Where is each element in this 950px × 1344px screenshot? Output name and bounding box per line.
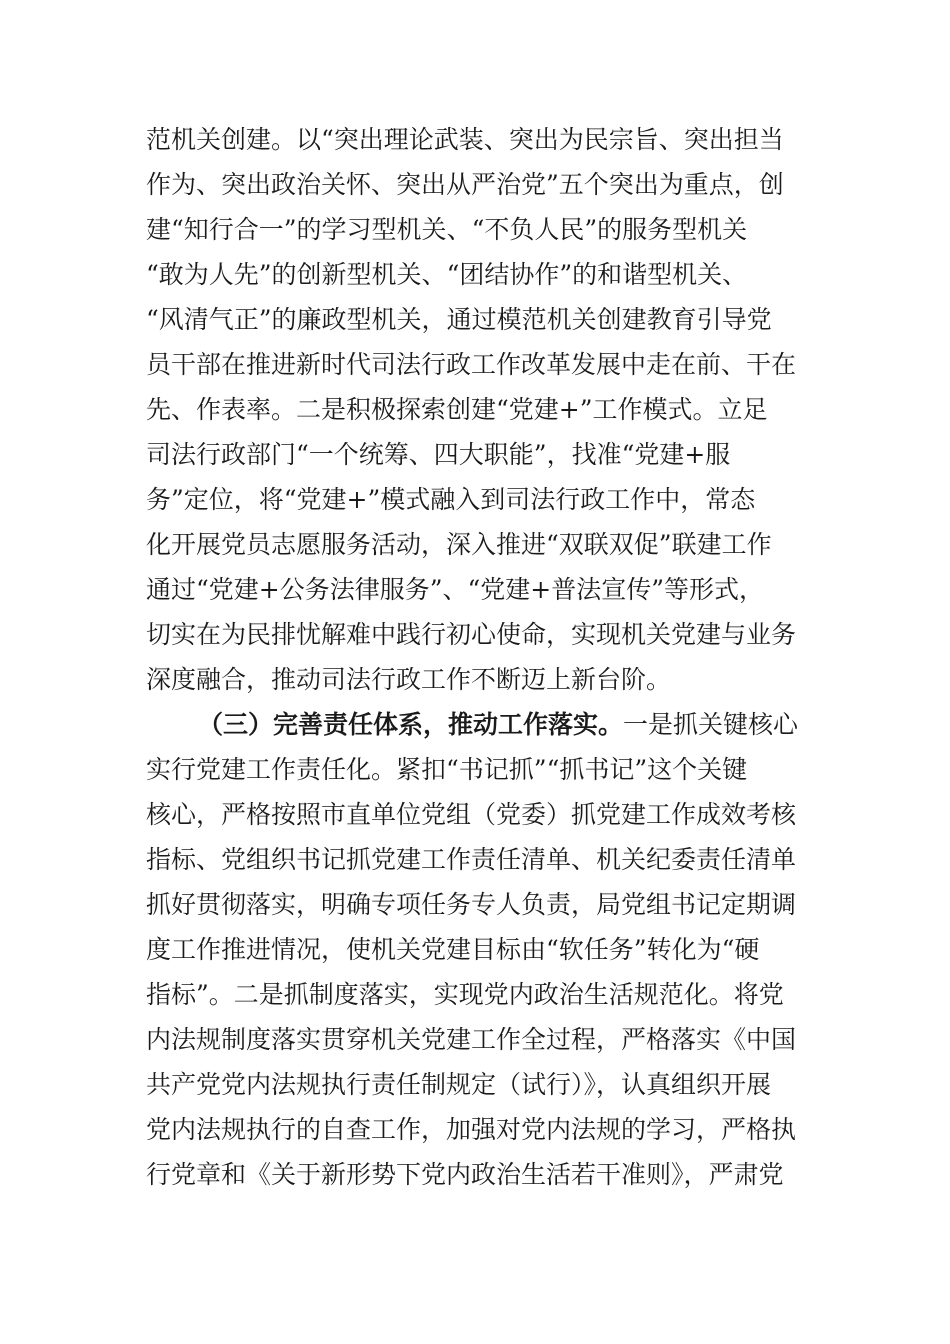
text-line [0,615,950,655]
section-first-line-rest: 一是抓关键核心 [623,710,799,739]
text-line [0,345,950,385]
text-line [0,210,950,250]
text-line-content: 指标、党组织书记抓党建工作责任清单、机关纪委责任清单 [146,845,797,874]
text-line-content: 深度融合，推动司法行政工作不断迈上新台阶。 [146,665,672,694]
text-line [0,795,950,835]
text-line [0,750,950,790]
text-line [0,300,950,340]
section-heading-line [0,705,950,745]
text-line-content: 度工作推进情况，使机关党建目标由“软任务”转化为“硬 [146,935,760,964]
text-line-content: 核心，严格按照市直单位党组（党委）抓党建工作成效考核 [146,800,797,829]
text-line [0,885,950,925]
text-line-content: 切实在为民排忧解难中践行初心使命，实现机关党建与业务 [146,620,797,649]
text-line-content: 共产党党内法规执行责任制规定（试行）》，认真组织开展 [146,1070,772,1099]
text-line-content: 实行党建工作责任化。紧扣“书记抓”“抓书记”这个关键 [146,755,748,784]
text-line [0,480,950,520]
text-line-content: 指标”。二是抓制度落实，实现党内政治生活规范化。将党 [146,980,784,1009]
text-line [0,570,950,610]
text-line-content: 通过“党建+公务法律服务”、“党建+普法宣传”等形式， [146,575,765,604]
text-line-content: “风清气正”的廉政型机关，通过模范机关创建教育引导党 [146,305,772,334]
section-heading: （三）完善责任体系，推动工作落实。 [198,710,624,739]
text-line [0,435,950,475]
text-line [0,165,950,205]
text-line [0,390,950,430]
text-line [0,1020,950,1060]
text-line [0,930,950,970]
text-line-content: 建“知行合一”的学习型机关、“不负人民”的服务型机关 [146,215,748,244]
text-line-content: 化开展党员志愿服务活动，深入推进“双联双促”联建工作 [146,530,772,559]
text-line-content: 司法行政部门“一个统筹、四大职能”，找准“党建+服 [146,440,731,469]
text-line-content: 作为、突出政治关怀、突出从严治党”五个突出为重点，创 [146,170,784,199]
text-line [0,1065,950,1105]
text-line-content: 务”定位，将“党建+”模式融入到司法行政工作中，常态 [146,485,756,514]
text-line-content: 员干部在推进新时代司法行政工作改革发展中走在前、干在 [146,350,797,379]
text-line [0,1110,950,1150]
text-line [0,1155,950,1195]
text-line-content: 内法规制度落实贯穿机关党建工作全过程，严格落实《中国 [146,1025,797,1054]
text-line-content: 行党章和《关于新形势下党内政治生活若干准则》，严肃党 [146,1160,784,1189]
text-line [0,660,950,700]
text-line [0,975,950,1015]
text-line [0,525,950,565]
text-line [0,840,950,880]
text-line [0,255,950,295]
text-line-content: “敢为人先”的创新型机关、“团结协作”的和谐型机关、 [146,260,748,289]
text-line [0,120,950,160]
text-line-content: 党内法规执行的自查工作，加强对党内法规的学习，严格执 [146,1115,797,1144]
text-line-content: 先、作表率。二是积极探索创建“党建+”工作模式。立足 [146,395,768,424]
text-line-content: 范机关创建。以“突出理论武装、突出为民宗旨、突出担当 [146,125,784,154]
text-line-content: 抓好贯彻落实，明确专项任务专人负责，局党组书记定期调 [146,890,797,919]
